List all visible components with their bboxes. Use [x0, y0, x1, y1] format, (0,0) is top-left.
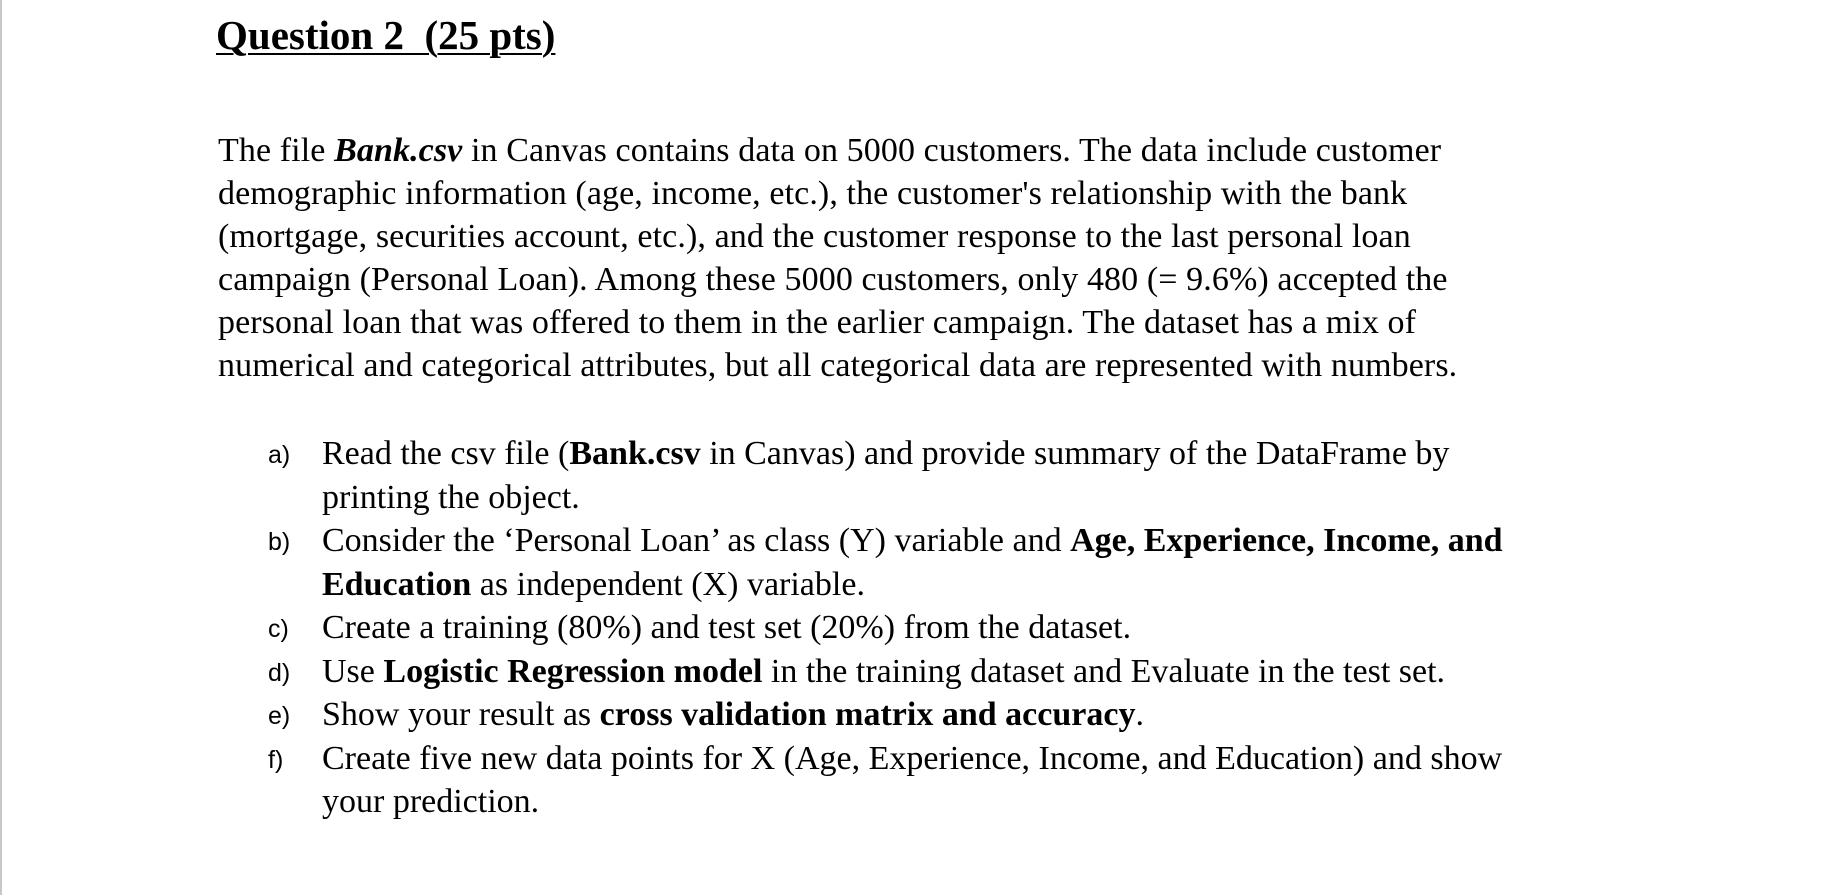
- task-bold-text: Education: [322, 565, 472, 603]
- intro-text: in Canvas contains data on 5000 customers. The data include customer: [462, 132, 1442, 169]
- intro-line-3: (mortgage, securities account, etc.), and the customer response to the last personal loan: [218, 218, 1411, 255]
- page-left-border: [0, 0, 2, 895]
- task-item-c: [268, 606, 1648, 650]
- task-bold-text: Age, Experience, Income, and: [1070, 522, 1503, 559]
- task-line: printing the object.: [322, 478, 580, 516]
- intro-line-2: demographic information (age, income, etc.), the customer's relationship with the bank: [218, 175, 1408, 212]
- task-list: [268, 432, 1648, 824]
- task-text: Show your result as: [322, 696, 600, 733]
- task-text: Read the csv file (: [322, 435, 570, 472]
- task-item-b: [268, 519, 1648, 606]
- task-marker: a): [268, 441, 291, 469]
- task-line: [322, 650, 1648, 694]
- task-item-e: [268, 693, 1648, 737]
- task-text: Consider the ‘Personal Loan’ as class (Y) variable and: [322, 522, 1071, 559]
- task-text: .: [1135, 696, 1144, 733]
- task-text: as independent (X) variable.: [471, 565, 865, 603]
- task-line: Create five new data points for X (Age, Experience, Income, and Education) and show: [322, 739, 1503, 777]
- task-line: [322, 519, 1648, 563]
- task-text: Use: [322, 652, 384, 690]
- intro-line-6: numerical and categorical attributes, but all categorical data are represented with numbers.: [218, 347, 1458, 384]
- task-marker: f): [268, 745, 284, 774]
- task-line: [322, 563, 1648, 607]
- intro-text: The file: [218, 132, 335, 169]
- task-line: [322, 693, 1648, 737]
- intro-paragraph: [218, 129, 1638, 387]
- task-bold-text: Logistic Regression model: [383, 652, 763, 690]
- task-item-d: [268, 650, 1648, 694]
- intro-line-4: campaign (Personal Loan). Among these 5000 customers, only 480 (= 9.6%) accepted the: [218, 261, 1448, 298]
- task-text: in the training dataset and Evaluate in the test set.: [762, 652, 1446, 690]
- question-title: Question 2 (25 pts): [216, 12, 556, 58]
- task-marker: e): [268, 702, 291, 730]
- intro-line-5: personal loan that was offered to them in the earlier campaign. The dataset has a mix of: [218, 304, 1417, 341]
- file-name: Bank.csv: [334, 132, 463, 169]
- task-bold-text: Bank.csv: [569, 435, 701, 472]
- task-line: Create a training (80%) and test set (20%) from the dataset.: [322, 609, 1132, 646]
- task-text: in Canvas) and provide summary of the DataFrame by: [700, 435, 1450, 472]
- task-marker: c): [268, 615, 289, 643]
- task-item-a: [268, 432, 1648, 519]
- task-marker: b): [268, 528, 291, 556]
- task-marker: d): [268, 658, 291, 687]
- task-line: your prediction.: [322, 783, 540, 820]
- task-item-f: [268, 737, 1648, 824]
- intro-line-1: [218, 129, 1638, 172]
- task-line: [322, 432, 1648, 476]
- task-bold-text: cross validation matrix and accuracy: [599, 696, 1136, 733]
